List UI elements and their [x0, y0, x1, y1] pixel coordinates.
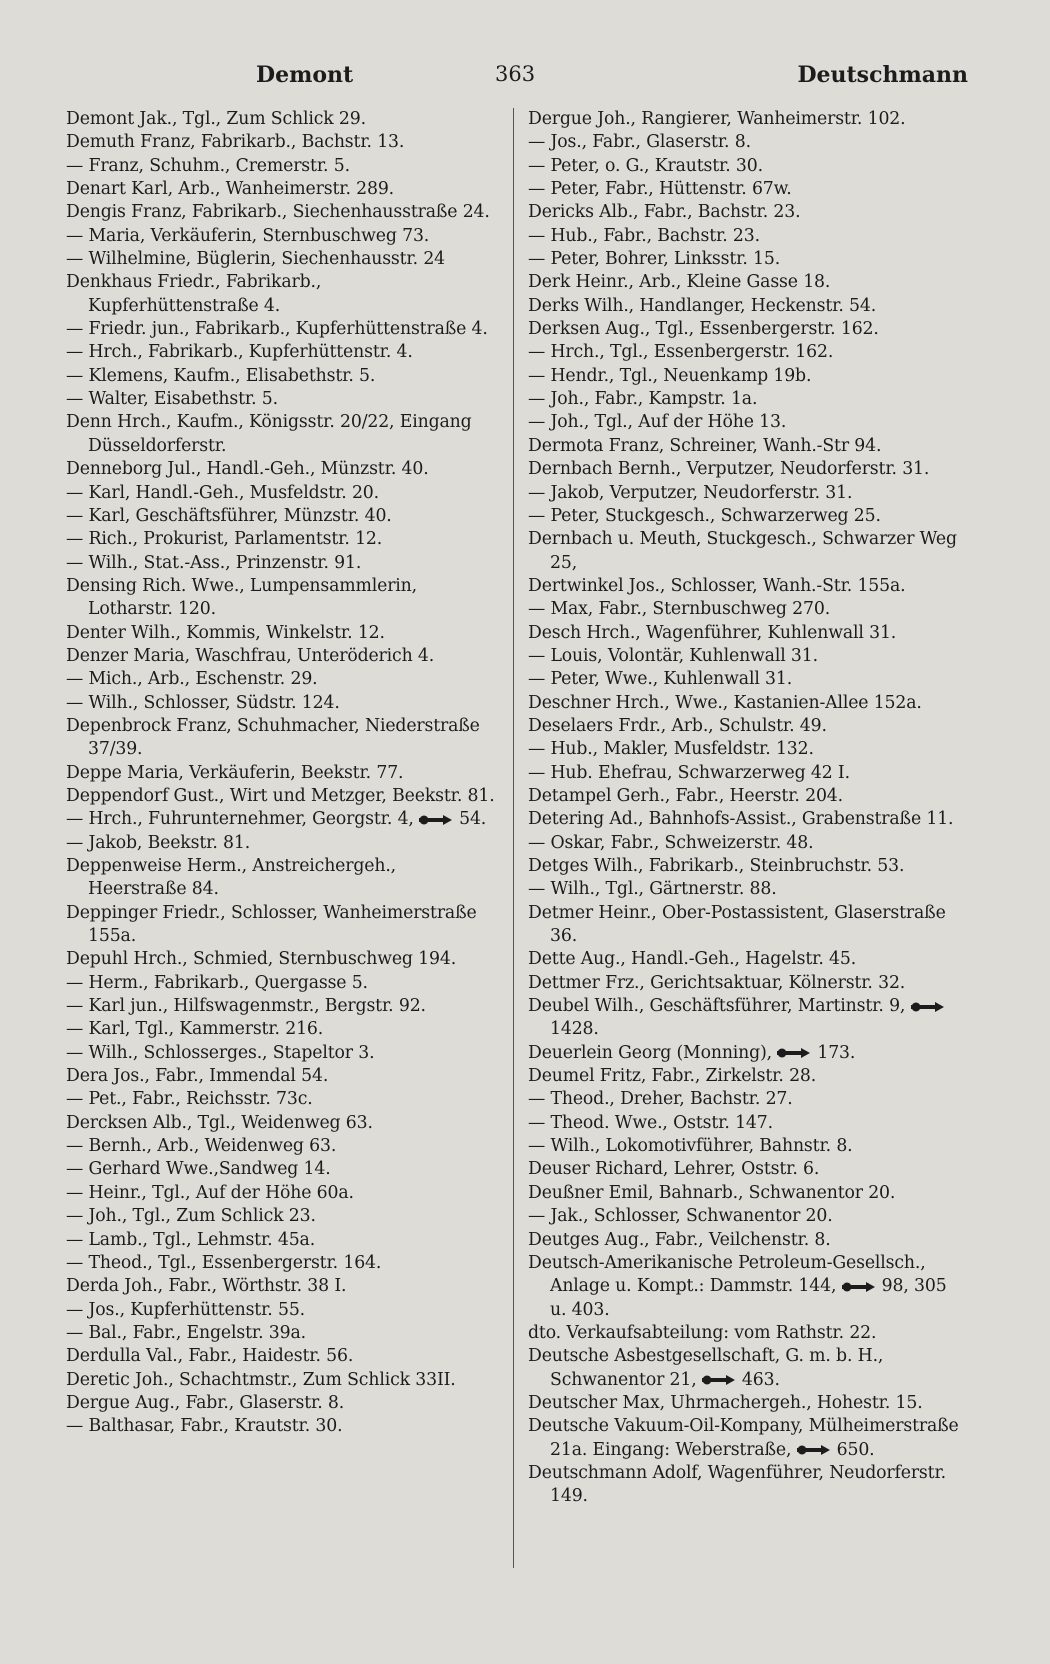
directory-entry: Denzer Maria, Waschfrau, Unteröderich 4. [66, 645, 435, 666]
directory-entry: — Oskar, Fabr., Schweizerstr. 48. [528, 832, 814, 853]
directory-entry: — Peter, Fabr., Hüttenstr. 67w. [528, 179, 792, 200]
directory-entry: — Franz, Schuhm., Cremerstr. 5. [66, 155, 350, 176]
directory-entry: — Jos., Fabr., Glaserstr. 8. [528, 132, 751, 153]
directory-entry: — Wilh., Stat.-Ass., Prinzenstr. 91. [66, 552, 362, 573]
directory-entry: Deutges Aug., Fabr., Veilchenstr. 8. [528, 1229, 831, 1250]
directory-entry: Deutsche Vakuum-Oil-Kompany, Mülheimerstraße 21a. Eingang: Weberstraße, 650. [528, 1416, 959, 1460]
directory-entry: Detampel Gerh., Fabr., Heerstr. 204. [528, 785, 843, 806]
directory-entry: Demont Jak., Tgl., Zum Schlick 29. [66, 109, 366, 129]
directory-entry: Demuth Franz, Fabrikarb., Bachstr. 13. [66, 132, 405, 153]
directory-entry: — Maria, Verkäuferin, Sternbuschweg 73. [66, 225, 430, 246]
directory-entry: Denart Karl, Arb., Wanheimerstr. 289. [66, 179, 395, 200]
directory-entry: — Lamb., Tgl., Lehmstr. 45a. [66, 1229, 316, 1250]
directory-entry: — Gerhard Wwe.,Sandweg 14. [66, 1159, 331, 1180]
directory-entry: — Theod., Tgl., Essenbergerstr. 164. [66, 1252, 382, 1273]
directory-entry: — Max, Fabr., Sternbuschweg 270. [528, 599, 831, 620]
directory-entry: Deußner Emil, Bahnarb., Schwanentor 20. [528, 1182, 896, 1203]
directory-entry: — Joh., Tgl., Auf der Höhe 13. [528, 412, 787, 433]
directory-entry: Deutscher Max, Uhrmachergeh., Hohestr. 15. [528, 1392, 923, 1413]
directory-entry: — Hub., Fabr., Bachstr. 23. [528, 225, 760, 246]
directory-entry: — Karl jun., Hilfswagenmstr., Bergstr. 92. [66, 996, 426, 1017]
directory-entry: — Hendr., Tgl., Neuenkamp 19b. [528, 365, 812, 386]
directory-entry: Dettmer Frz., Gerichtsaktuar, Kölnerstr. 32. [528, 972, 906, 993]
directory-entry: Derda Joh., Fabr., Wörthstr. 38 I. [66, 1276, 347, 1297]
page-number: 363 [495, 62, 536, 86]
directory-entry: Derks Wilh., Handlanger, Heckenstr. 54. [528, 295, 877, 316]
right-column [528, 108, 960, 1509]
directory-entry: Denkhaus Friedr., Fabrikarb., Kupferhüttenstraße 4. [66, 272, 322, 316]
directory-entry: — Joh., Tgl., Zum Schlick 23. [66, 1206, 316, 1227]
directory-entry: — Hub., Makler, Musfeldstr. 132. [528, 739, 814, 760]
directory-entry: — Karl, Handl.-Geh., Musfeldstr. 20. [66, 482, 379, 503]
directory-entry: — Hrch., Fabrikarb., Kupferhüttenstr. 4. [66, 342, 413, 363]
directory-entry: Deppendorf Gust., Wirt und Metzger, Beekstr. 81. [66, 785, 495, 806]
directory-entry: Deubel Wilh., Geschäftsführer, Martinstr. 9, 1428. [528, 995, 960, 1042]
telephone-icon [842, 1281, 876, 1293]
directory-entry: Deuser Richard, Lehrer, Oststr. 6. [528, 1159, 820, 1180]
directory-entry: Derksen Aug., Tgl., Essenbergerstr. 162. [528, 319, 879, 340]
directory-entry: — Peter, Wwe., Kuhlenwall 31. [528, 669, 793, 690]
directory-entry: Dernbach Bernh., Verputzer, Neudorferstr. 31. [528, 459, 930, 480]
directory-entry: — Jakob, Beekstr. 81. [66, 832, 251, 853]
directory-entry: — Jakob, Verputzer, Neudorferstr. 31. [528, 482, 853, 503]
directory-entry: — Wilh., Tgl., Gärtnerstr. 88. [528, 879, 777, 900]
directory-entry: — Wilh., Schlosser, Südstr. 124. [66, 692, 340, 713]
directory-entry: Depenbrock Franz, Schuhmacher, Niederstraße 37/39. [66, 715, 480, 760]
directory-entry: — Friedr. jun., Fabrikarb., Kupferhüttenstraße 4. [66, 319, 488, 340]
directory-entry: Deutsche Asbestgesellschaft, G. m. b. H., Schwanentor 21, 463. [528, 1346, 884, 1390]
directory-entry: — Hub. Ehefrau, Schwarzerweg 42 I. [528, 762, 850, 783]
telephone-icon [702, 1374, 736, 1386]
header-first-entry: Demont [256, 62, 354, 88]
directory-entry: Dergue Joh., Rangierer, Wanheimerstr. 102. [528, 109, 906, 129]
directory-entry: Dermota Franz, Schreiner, Wanh.-Str 94. [528, 435, 882, 456]
directory-entry: — Peter, o. G., Krautstr. 30. [528, 155, 763, 176]
directory-entry: Detering Ad., Bahnhofs-Assist., Grabenstraße 11. [528, 809, 954, 830]
directory-entry: Deselaers Frdr., Arb., Schulstr. 49. [528, 715, 827, 736]
directory-entry: Denn Hrch., Kaufm., Königsstr. 20/22, Eingang Düsseldorferstr. [66, 412, 472, 456]
directory-entry: — Karl, Geschäftsführer, Münzstr. 40. [66, 505, 392, 526]
directory-entry: — Rich., Prokurist, Parlamentstr. 12. [66, 529, 383, 550]
directory-entry: Dera Jos., Fabr., Immendal 54. [66, 1066, 329, 1087]
directory-entry: — Mich., Arb., Eschenstr. 29. [66, 669, 318, 690]
directory-entry: — Walter, Eisabethstr. 5. [66, 389, 278, 410]
directory-entry: — Bernh., Arb., Weidenweg 63. [66, 1136, 337, 1157]
directory-entry: Denter Wilh., Kommis, Winkelstr. 12. [66, 622, 385, 643]
directory-entry: Dette Aug., Handl.-Geh., Hagelstr. 45. [528, 949, 857, 970]
directory-entry: — Jak., Schlosser, Schwanentor 20. [528, 1206, 833, 1227]
directory-entry: — Balthasar, Fabr., Krautstr. 30. [66, 1416, 343, 1437]
directory-entry: Detges Wilh., Fabrikarb., Steinbruchstr. 53. [528, 856, 905, 876]
directory-entry: Deretic Joh., Schachtmstr., Zum Schlick 33II. [66, 1369, 456, 1390]
directory-entry: — Herm., Fabrikarb., Quergasse 5. [66, 972, 368, 993]
directory-entry: Depuhl Hrch., Schmied, Sternbuschweg 194. [66, 949, 457, 970]
directory-entry: Denneborg Jul., Handl.-Geh., Münzstr. 40. [66, 459, 429, 480]
directory-entry: — Heinr., Tgl., Auf der Höhe 60a. [66, 1182, 354, 1203]
directory-entry: — Pet., Fabr., Reichsstr. 73c. [66, 1089, 313, 1110]
directory-entry: Densing Rich. Wwe., Lumpensammlerin, Lotharstr. 120. [66, 575, 418, 620]
directory-entry: — Theod., Dreher, Bachstr. 27. [528, 1089, 793, 1110]
directory-entry: — Peter, Bohrer, Linksstr. 15. [528, 249, 781, 270]
directory-entry: — Hrch., Tgl., Essenbergerstr. 162. [528, 342, 834, 363]
directory-entry: Dercksen Alb., Tgl., Weidenweg 63. [66, 1112, 373, 1133]
directory-entry: Deppinger Friedr., Schlosser, Wanheimerstraße 155a. [66, 902, 477, 947]
directory-entry: Deuerlein Georg (Monning), 173. [528, 1042, 856, 1063]
telephone-icon [911, 1001, 945, 1013]
directory-entry: Derk Heinr., Arb., Kleine Gasse 18. [528, 272, 831, 293]
directory-entry: — Theod. Wwe., Oststr. 147. [528, 1112, 773, 1133]
directory-entry: — Hrch., Fuhrunternehmer, Georgstr. 4, 54. [66, 809, 487, 830]
directory-entry: — Wilhelmine, Büglerin, Siechenhausstr. 24 [66, 249, 446, 270]
directory-entry: Deppe Maria, Verkäuferin, Beekstr. 77. [66, 762, 404, 783]
directory-entry: dto. Verkaufsabteilung: vom Rathstr. 22. [528, 1322, 877, 1343]
directory-entry: Dericks Alb., Fabr., Bachstr. 23. [528, 202, 801, 223]
directory-entry: — Klemens, Kaufm., Elisabethstr. 5. [66, 365, 376, 386]
directory-entry: — Jos., Kupferhüttenstr. 55. [66, 1299, 306, 1320]
directory-entry: Deschner Hrch., Wwe., Kastanien-Allee 152a. [528, 692, 922, 713]
directory-entry: Desch Hrch., Wagenführer, Kuhlenwall 31. [528, 622, 897, 643]
directory-entry: — Wilh., Schlosserges., Stapeltor 3. [66, 1042, 375, 1063]
directory-entry: Detmer Heinr., Ober-Postassistent, Glaserstraße 36. [528, 902, 946, 947]
directory-entry: Deutsch-Amerikanische Petroleum-Gesellsch., Anlage u. Kompt.: Dammstr. 144, 98, 305 u. 403. [528, 1252, 947, 1320]
directory-entry: Deutschmann Adolf, Wagenführer, Neudorferstr. 149. [528, 1462, 946, 1507]
directory-entry: — Joh., Fabr., Kampstr. 1a. [528, 389, 758, 410]
telephone-icon [777, 1047, 811, 1059]
directory-entry: Dertwinkel Jos., Schlosser, Wanh.-Str. 155a. [528, 575, 906, 596]
directory-entry: Dergue Aug., Fabr., Glaserstr. 8. [66, 1392, 345, 1413]
telephone-icon [797, 1444, 831, 1456]
directory-entry: — Louis, Volontär, Kuhlenwall 31. [528, 645, 818, 666]
directory-entry: — Bal., Fabr., Engelstr. 39a. [66, 1322, 306, 1343]
directory-entry: Dengis Franz, Fabrikarb., Siechenhausstraße 24. [66, 202, 490, 223]
directory-entry: Dernbach u. Meuth, Stuckgesch., Schwarzer Weg 25, [528, 529, 957, 573]
directory-entry: — Peter, Stuckgesch., Schwarzerweg 25. [528, 505, 881, 526]
left-column [66, 108, 496, 1439]
directory-entry: Deppenweise Herm., Anstreichergeh., Heerstraße 84. [66, 856, 397, 900]
column-divider [513, 108, 514, 1568]
page-header [68, 62, 982, 98]
directory-entry: Deumel Fritz, Fabr., Zirkelstr. 28. [528, 1066, 817, 1087]
directory-entry: — Karl, Tgl., Kammerstr. 216. [66, 1019, 324, 1040]
header-last-entry: Deutschmann [797, 62, 968, 88]
telephone-icon [419, 814, 453, 826]
directory-entry: Derdulla Val., Fabr., Haidestr. 56. [66, 1346, 354, 1367]
directory-entry: — Wilh., Lokomotivführer, Bahnstr. 8. [528, 1136, 853, 1157]
